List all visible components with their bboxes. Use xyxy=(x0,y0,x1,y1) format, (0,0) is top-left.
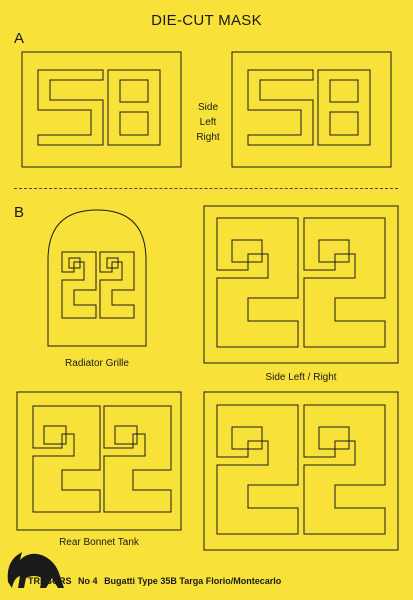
label-side: Side xyxy=(197,102,218,113)
mask-58-right xyxy=(232,52,391,167)
label-right: Right xyxy=(196,132,220,143)
mask-bottom-right-22 xyxy=(204,392,398,550)
footer-model: Bugatti Type 35B Targa Florio/Montecarlo xyxy=(104,576,282,586)
mask-radiator-grille xyxy=(48,210,146,346)
footer-issue: No 4 xyxy=(78,576,98,586)
label-side-left-right: Side Left / Right xyxy=(265,372,337,383)
footer-brand: TRESORS xyxy=(28,576,72,586)
mask-58-left xyxy=(22,52,181,167)
page-title: DIE-CUT MASK xyxy=(151,12,262,29)
label-left: Left xyxy=(199,117,217,128)
label-radiator-grille: Radiator Grille xyxy=(65,358,129,369)
section-b-label: B xyxy=(14,204,25,221)
section-a-label: A xyxy=(14,30,25,47)
footer xyxy=(28,576,285,586)
side-left-right-labels xyxy=(186,100,230,145)
mask-rear-bonnet-22 xyxy=(17,392,181,530)
label-rear-bonnet-tank: Rear Bonnet Tank xyxy=(59,537,139,548)
mask-side-22 xyxy=(204,206,398,363)
